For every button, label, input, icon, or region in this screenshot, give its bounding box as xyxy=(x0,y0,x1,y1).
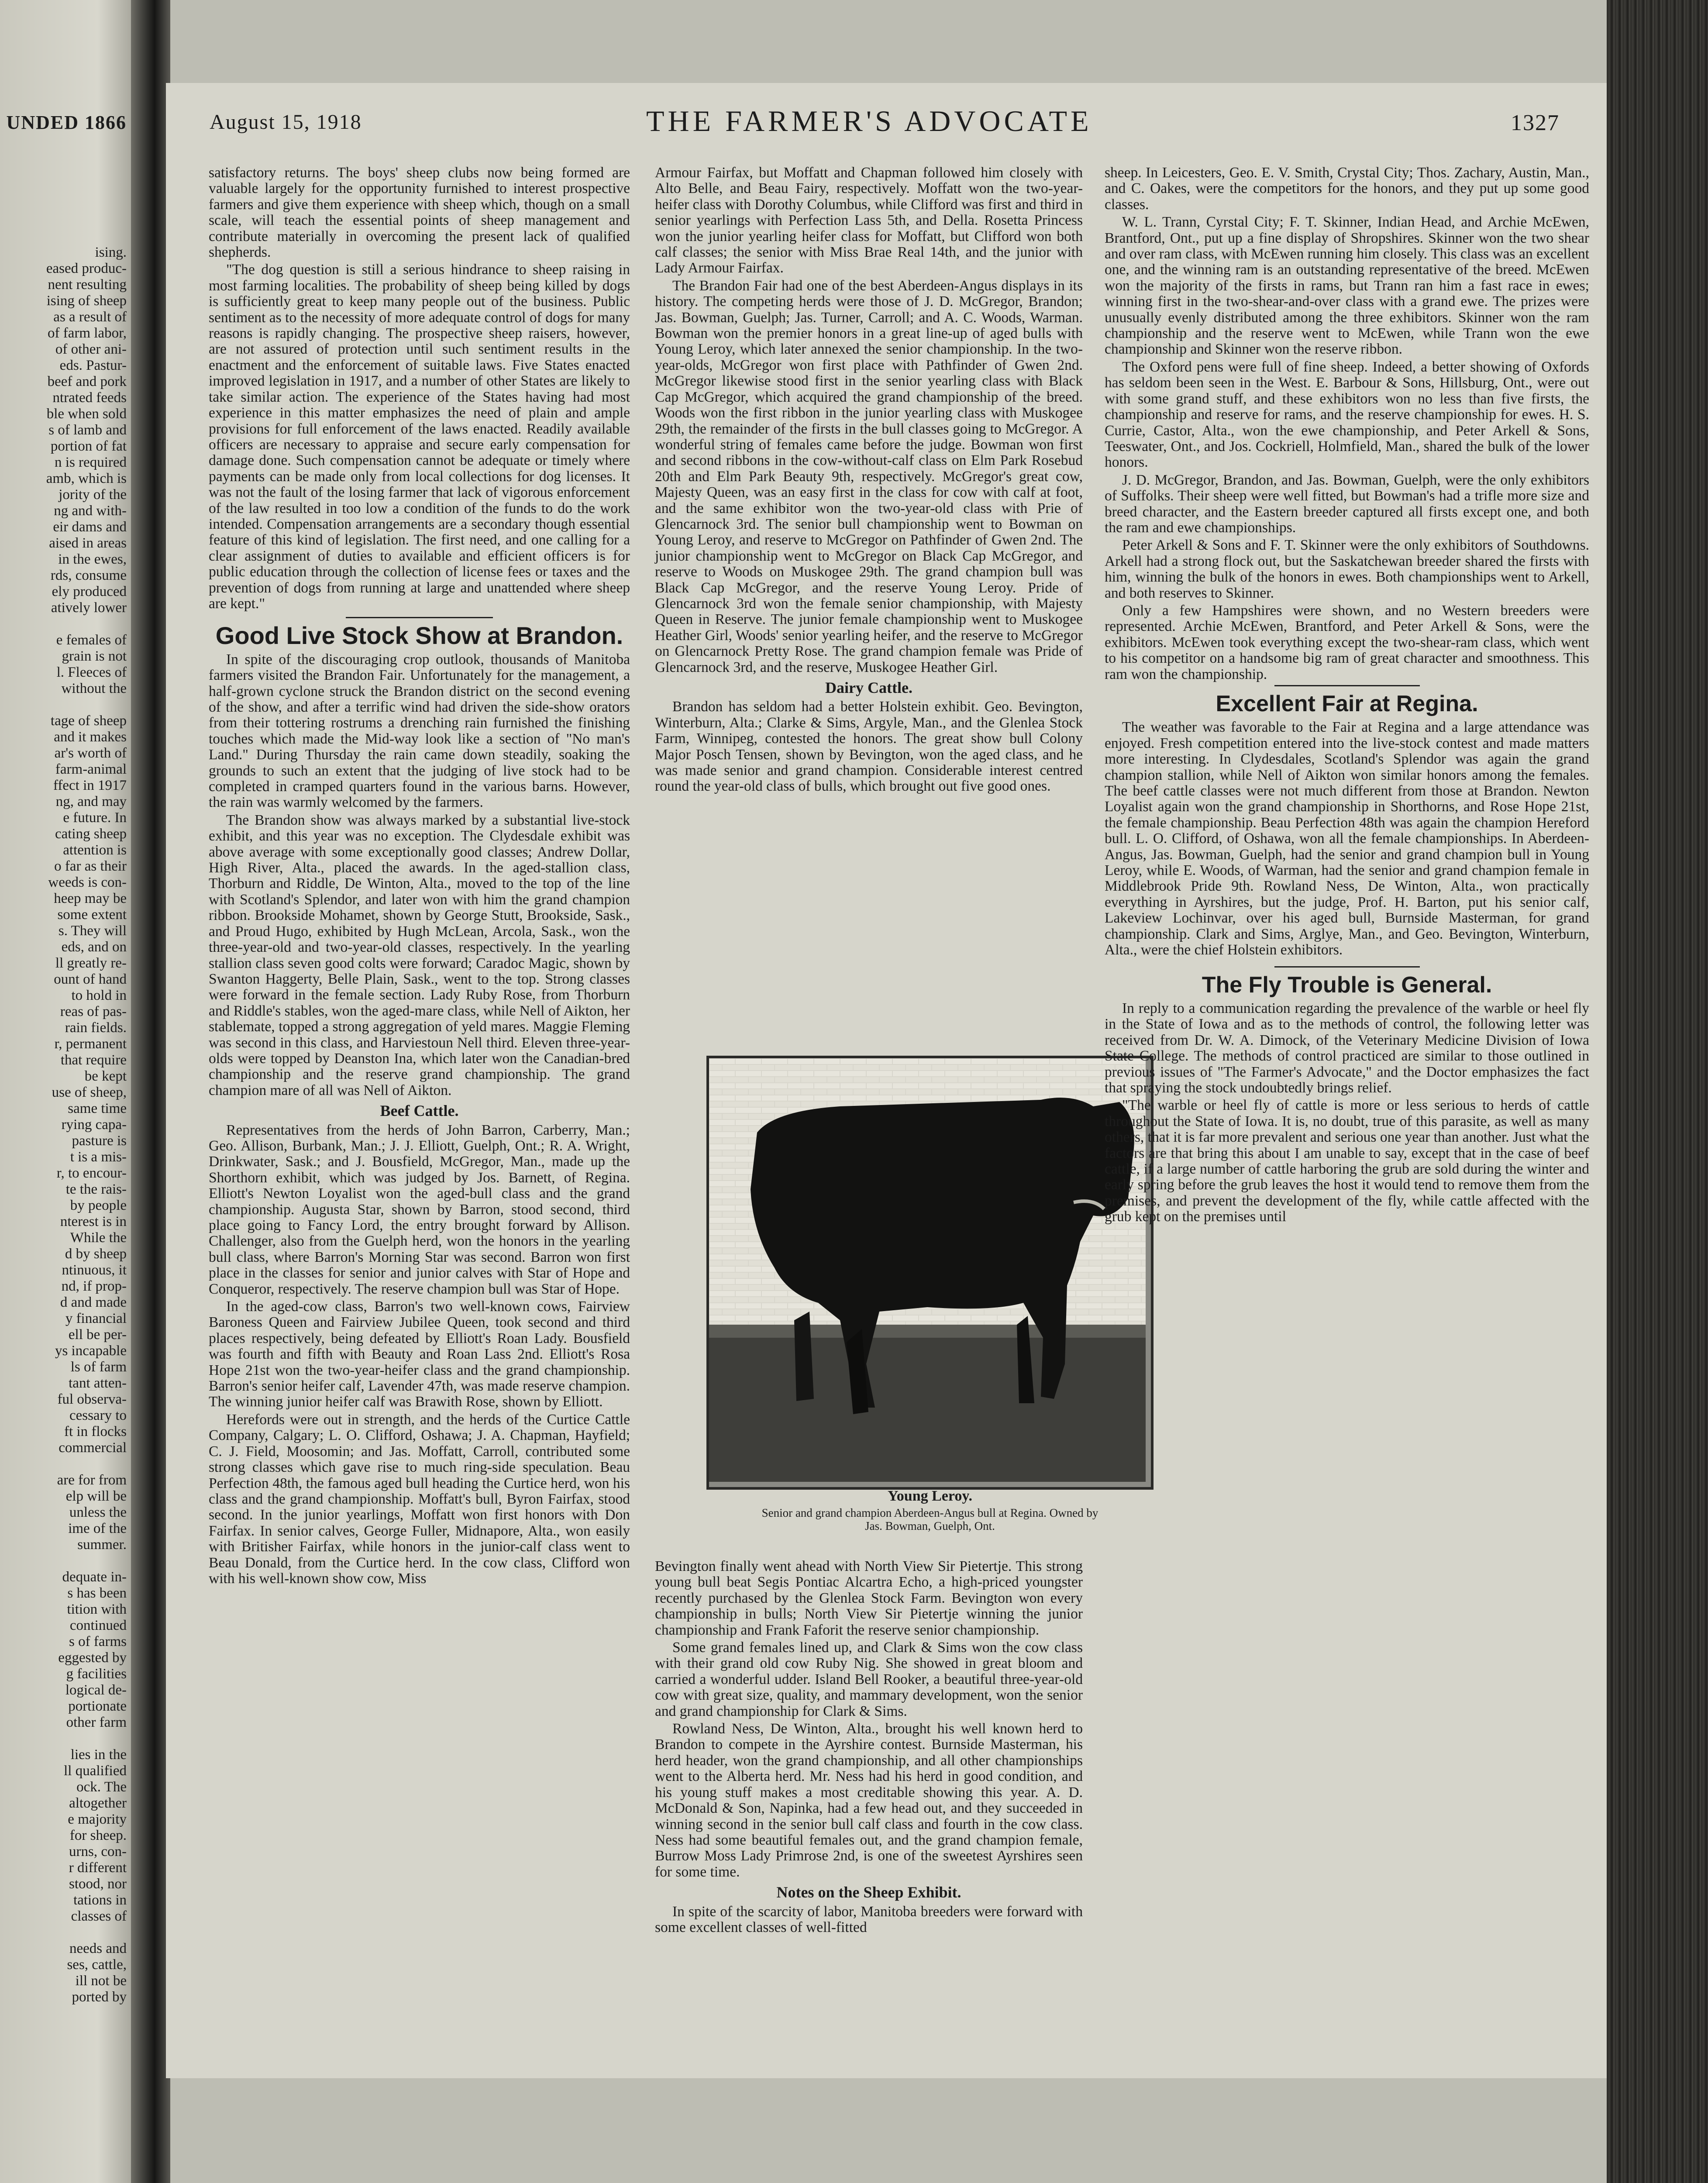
facing-page-line: ses, cattle, xyxy=(67,1957,127,1973)
facing-page-line: ime of the xyxy=(68,1521,127,1536)
facing-page-line: ell be per- xyxy=(68,1327,127,1343)
facing-page-line: without the xyxy=(61,681,127,696)
facing-page-line: farm-animal xyxy=(55,761,127,777)
paragraph: Herefords were out in strength, and the herds of the Curtice Cattle Company, Calgary; L. O. Clifford, Oshawa; J. A. Chapman, Hayfield; C. J. Field, Moosomin; and Jas. Moffatt, Carroll, contributed some strong classes which gave rise to much ring-side speculation. Beau Perfection 48th, the famous aged bull heading the Curtice herd, won his class and the grand championship. Moffatt's bull, Byron Fairfax, stood second. In the junior yearlings, Moffatt won first honors with Don Fairfax. In senior calves, George Fuller, Midnapore, Alta., won easily with Britisher Fairfax, while honors in the junior-calf class went to Beau Donald, from the Curtice herd. In the cow class, Clifford won with his well-known show cow, Miss xyxy=(209,1411,630,1587)
section-rule xyxy=(1274,966,1420,968)
facing-page-line: continued xyxy=(69,1618,127,1633)
facing-page-line: amb, which is xyxy=(46,471,127,486)
facing-page-line: tage of sheep xyxy=(50,713,127,729)
facing-page-line: ful observa- xyxy=(57,1391,127,1407)
facing-page-line: portion of fat xyxy=(50,438,127,454)
facing-page-line: e majority xyxy=(68,1811,127,1827)
book-gutter xyxy=(131,0,170,2183)
facing-page-line: s has been xyxy=(67,1585,127,1601)
paragraph: The weather was favorable to the Fair at Regina and a large attendance was enjoyed. Fresh competition entered into the live-stock contest and made matters more interesting. In Clydesdales, Scotland's Splendor was again the grand champion stallion, while Nell of Aikton won similar honors among the females. The beef cattle classes were not much different from those at Brandon. Newton Loyalist again won the grand championship in Shorthorns, and Rose Hope 21st, the female championship. Beau Perfection 48th was again the champion Hereford bull. L. O. Clifford, of Oshawa, won all the female championships. In Aberdeen-Angus, Jas. Bowman, Guelph, had the senior and grand champion bull in Young Leroy, while E. Woods, of Warman, had the senior and grand champion female in Middlebrook Pride 9th. Rowland Ness, De Winton, Alta., won practically everything in Ayrshires, but the judge, Prof. H. Barton, put his senior calf, Lakeview Lochinvar, over his aged bull, Burnside Masterman, for grand championship. Clark and Sims, Arglye, Man., and Geo. Bevington, Winterburn, Alta., were the chief Holstein exhibitors. xyxy=(1105,719,1589,958)
facing-page-line: classes of xyxy=(71,1908,127,1924)
facing-page-line: stood, nor xyxy=(69,1876,127,1892)
facing-page-line: other farm xyxy=(66,1715,127,1730)
paragraph: Peter Arkell & Sons and F. T. Skinner were the only exhibitors of Southdowns. Arkell had a strong flock out, but the Saskatchewan breeder shared the firsts with him, winning the bulk of the honors in ewes. Both championships went to Arkell, and both reserves to Skinner. xyxy=(1105,537,1589,601)
paragraph: Armour Fairfax, but Moffatt and Chapman followed him closely with Alto Belle, and Beau Fairy, respectively. Moffatt won the two-year-heifer class with Dorothy Columbus, while Clifford was first and third in senior yearlings with Perfection Lass 5th, and Della. Rosetta Princess won the junior yearling heifer class for Moffatt, but Clifford won both calf classes; the senior with Miss Brae Real 14th, and the junior with Lady Armour Fairfax. xyxy=(655,165,1083,276)
facing-page-line: s. They will xyxy=(58,923,127,939)
facing-page-line: ported by xyxy=(72,1989,127,2005)
facing-page-line: as a result of xyxy=(53,309,127,325)
facing-page-line: t is a mis- xyxy=(70,1149,127,1165)
facing-page-line xyxy=(0,1456,127,1472)
facing-page-line: be kept xyxy=(84,1068,127,1084)
facing-page-line: eggested by xyxy=(58,1650,127,1666)
facing-page-line: and it makes xyxy=(54,729,127,745)
facing-page-line: rying capa- xyxy=(61,1117,127,1133)
facing-page-line xyxy=(0,1925,127,1941)
facing-page-line: some extent xyxy=(57,907,127,923)
facing-page-line: e females of xyxy=(56,632,127,648)
column-2-lower xyxy=(655,1559,1083,2083)
facing-page-line: While the xyxy=(70,1230,127,1246)
article-heading-brandon: Good Live Stock Show at Brandon. xyxy=(215,622,623,650)
facing-page-line: ng and with- xyxy=(54,503,127,519)
facing-page-line: grain is not xyxy=(62,648,127,664)
facing-page-line: rain fields. xyxy=(65,1020,127,1036)
paragraph: J. D. McGregor, Brandon, and Jas. Bowman, Guelph, were the only exhibitors of Suffolks. Their sheep were well fitted, but Bowman's had a trifle more size and breed character, and the Eastern breeder captured all firsts except one, and both the ram and ewe championships. xyxy=(1105,472,1589,536)
paragraph: Only a few Hampshires were shown, and no Western breeders were represented. Archie McEwen, Brantford, and Peter Arkell & Sons, were the exhibitors. McEwen took everything except the two-shear-ram class, which went to his competitor on a handsome big ram of great character and smoothness. This ram won the championship. xyxy=(1105,602,1589,682)
column-3 xyxy=(1105,165,1589,2042)
paragraph: "The warble or heel fly of cattle is more or less serious to herds of cattle throughout the State of Iowa. It is, no doubt, true of this parasite, as well as many others, that it is far more prevalent and serious one year than another. Just what the factors are that bring this about I am unable to say, except that in the case of beef cattle, if a large number of cattle harboring the grub are sold during the winter and early spring before the grub leaves the host it would tend to remove them from the premises, and prevent the development of the fly, while cattle affected with the grub kept on the premises until xyxy=(1105,1097,1589,1225)
paragraph: In reply to a communication regarding the prevalence of the warble or heel fly in the State of Iowa and as to the methods of control, the following letter was received from Dr. W. A. Dimock, of the Veterinary Medicine Division of Iowa State College. The methods of control practiced are similar to those outlined in previous issues of "The Farmer's Advocate," and the Doctor emphasizes the fact that spraying the stock undoubtedly brings relief. xyxy=(1105,1000,1589,1096)
facing-page-line: cessary to xyxy=(69,1408,127,1423)
facing-page-line: ely produced xyxy=(52,584,127,599)
paragraph: satisfactory returns. The boys' sheep clubs now being formed are valuable largely for the opportunity furnished to interest prospective farmers and give them experience with sheep which, though on a small scale, will teach the essential points of sheep management and contribute materially in overcoming the present lack of qualified shepherds. xyxy=(209,165,630,261)
facing-page-line xyxy=(0,1553,127,1569)
subheading-dairy-cattle: Dairy Cattle. xyxy=(825,679,913,696)
facing-page-line: needs and xyxy=(69,1941,127,1956)
facing-page-line: beef and pork xyxy=(47,374,127,389)
facing-page-line: cating sheep xyxy=(55,826,127,842)
facing-page-line: lies in the xyxy=(70,1747,127,1763)
facing-page-line: d by sheep xyxy=(65,1246,127,1262)
facing-page-line: r, permanent xyxy=(54,1036,127,1052)
facing-page-line: logical de- xyxy=(65,1682,127,1698)
facing-page-line: tant atten- xyxy=(69,1375,127,1391)
photo-title: Young Leroy. xyxy=(888,1488,972,1504)
paragraph: Bevington finally went ahead with North View Sir Pietertje. This strong young bull beat Segis Pontiac Alcartra Echo, a high-priced youngster recently purchased by the Glenlea Stock Farm. Bevington won every championship in bulls; North View Sir Pietertje winning the junior championship and Frank Faforit the reserve senior championship. xyxy=(655,1558,1083,1638)
facing-page-line: ll qualified xyxy=(64,1763,127,1779)
photo-caption-line-1: Senior and grand champion Aberdeen-Angus bull at Regina. Owned by xyxy=(761,1506,1098,1519)
paragraph: In spite of the scarcity of labor, Manitoba breeders were forward with some excellent classes of well-fitted xyxy=(655,1903,1083,1935)
paragraph: "The dog question is still a serious hindrance to sheep raising in most farming localities. The probability of sheep being killed by dogs is sufficiently great to keep many people out of the business. Public sentiment as to the necessity of more adequate control of dogs for many reasons is rapidly changing. The prospective sheep raisers, however, are not assured of protection until such sentiment results in the enactment and the enforcement of suitable laws. Five States enacted improved legislation in 1917, and a number of other States are likely to take similar action. The experience of the States having had most experience in this matter emphasizes the need of plain and ample provisions for full enforcement of the laws enacted. Readily available officers are necessary to appraise and secure early compensation for damage done. Such compensation cannot be adequate or timely where payments can be made only from local collections for dog licenses. It was not the fault of the losing farmer that lack of vigorous enforcement of the law resulted in too low a condition of the funds to do the work intended. Compensation arrangements are a secondary though essential feature of this kind of legislation. The first need, and one calling for a clear assignment of duties to available and efficient officers is for public education through the collection of license fees or taxes and the prevention of dogs from running at large and unattended where sheep are kept." xyxy=(209,262,630,612)
facing-page-line: n is required xyxy=(55,455,127,470)
facing-page-line: reas of pas- xyxy=(60,1004,127,1019)
facing-page-line: e future. In xyxy=(63,810,127,826)
book-edge xyxy=(1607,0,1708,2183)
column-1 xyxy=(209,165,630,2042)
facing-page-line xyxy=(0,697,127,713)
facing-page-line: use of sheep, xyxy=(52,1085,127,1100)
issue-date: August 15, 1918 xyxy=(210,110,362,134)
facing-page-line: ising of sheep xyxy=(46,293,127,309)
facing-page-fragment xyxy=(0,0,140,2183)
facing-page-line: commercial xyxy=(59,1440,127,1456)
facing-page-line: ng, and may xyxy=(55,794,127,809)
paragraph: The Oxford pens were full of fine sheep. Indeed, a better showing of Oxfords has seldom been seen in the West. E. Barbour & Sons, Hillsburg, Ont., were out with some grand stuff, and these exhibitors won no less than five firsts, the championship and reserve for rams, and the reserve championship for ewes. H. S. Currie, Castor, Alta., won the ewe championship, and Peter Arkell & Sons, Teeswater, Ont., and Jos. Cockriell, Holmfield, Man., shared the bulk of the lower honors. xyxy=(1105,358,1589,471)
paragraph: sheep. In Leicesters, Geo. E. V. Smith, Crystal City; Thos. Zachary, Austin, Man., and C. Oakes, were the competitors for the honors, and they put up some good classes. xyxy=(1105,165,1589,213)
facing-page-line: same time xyxy=(68,1101,127,1116)
facing-page-line: to hold in xyxy=(71,988,127,1003)
facing-page-line: tations in xyxy=(73,1892,127,1908)
facing-page-line: heep may be xyxy=(54,891,127,906)
article-heading-fly-trouble: The Fly Trouble is General. xyxy=(1202,972,1492,998)
facing-page-line: elp will be xyxy=(65,1488,127,1504)
facing-page-line xyxy=(0,1731,127,1747)
facing-page-line: of farm labor, xyxy=(47,325,127,341)
facing-page-line: for sheep. xyxy=(69,1828,127,1843)
facing-page-line: urns, con- xyxy=(69,1844,127,1859)
masthead: THE FARMER'S ADVOCATE xyxy=(646,104,1092,138)
facing-page-line: y financial xyxy=(65,1311,127,1326)
facing-page-line: ll greatly re- xyxy=(55,955,127,971)
facing-page-line: weeds is con- xyxy=(48,875,127,890)
paragraph: Rowland Ness, De Winton, Alta., brought his well known herd to Brandon to compete in the Ayrshire contest. Burnside Masterman, his herd header, won the grand championship, and all other championships went to the Alberta herd. Mr. Ness had his herd in good condition, and his young stuff makes a most creditable showing this year. A. D. McDonald & Son, Napinka, had a few head out, and they succeeded in winning second in the senior bull calf class and fourth in the cow class. Ness had some beautiful females out, and the grand champion female, Burrow Moss Lady Primrose 2nd, is one of the sweetest Ayrshires seen for some time. xyxy=(655,1721,1083,1880)
facing-page-line: by people xyxy=(70,1198,127,1213)
facing-page-line: tition with xyxy=(67,1601,127,1617)
facing-page-line: ount of hand xyxy=(54,971,127,987)
section-rule xyxy=(346,617,493,618)
paragraph: The Brandon Fair had one of the best Aberdeen-Angus displays in its history. The competing herds were those of J. D. McGregor, Brandon; Jas. Bowman, Guelph; Jas. Turner, Carroll; and A. C. Woods, Warman. Bowman won the premier honors in a great line-up of aged bulls with Young Leroy, which later annexed the senior championship. In the two-year-olds, McGregor won first place with Pathfinder of Gwen 2nd. McGregor likewise stood first in the senior yearling class with Black Cap McGregor, which acquired the grand championship of the breed. Woods won the first ribbon in the junior yearling class with Muskogee 29th, the remainder of the firsts in the bull classes going to McGregor. A wonderful string of females came before the judge. Bowman won first and second ribbons in the cow-without-calf class on Elm Park Rosebud 20th and Elm Park Beauty 9th, respectively. McGregor's great cow, Majesty Queen, was an easy first in the class for cow with calf at foot, and the same exhibitor won the two-year-old class with Prie of Glencarnock 3rd. The senior bull championship went to Bowman on Young Leroy, and reserve to McGregor on Pathfinder of Gwen 2nd. The junior championship went to McGregor on Black Cap McGregor, and reserve to Woods on Muskogee 29th. The grand champion bull was Black Cap McGregor, and the reserve Young Leroy. Pride of Glencarnock 3rd won the female senior championship, with Majesty Queen in Reserve. The junior female championship went to Muskogee Heather Girl, Woods' senior yearling heifer, and the reserve to McGregor on Glencarnock Pretty Rose. The grand champion female was Pride of Glencarnock 3rd, and the reserve, Muskogee Heather Girl. xyxy=(655,277,1083,675)
facing-page-line: te the rais- xyxy=(65,1181,127,1197)
photo-caption xyxy=(706,1506,1154,1532)
facing-page-line: ft in flocks xyxy=(64,1424,127,1439)
section-rule xyxy=(1274,685,1420,686)
facing-page-line: g facilities xyxy=(66,1666,127,1682)
facing-page-line: pasture is xyxy=(72,1133,127,1149)
facing-page-line: jority of the xyxy=(59,487,127,503)
facing-page-line: nterest is in xyxy=(60,1214,127,1229)
facing-page-line: r different xyxy=(69,1860,127,1876)
facing-page-line: s of farms xyxy=(69,1634,127,1649)
paragraph: In spite of the discouraging crop outlook, thousands of Manitoba farmers visited the Brandon Fair. Unfortunately for the management, a half-grown cyclone struck the Brandon district on the second evening of the show, and after a terrific wind had driven the side-show orators from their tottering rostrums a drenching rain furnished the finishing touches which made the Mid-way look like a section of "No man's Land." During Thursday the rain came down steadily, soaking the grounds to such an extent that the judging of live stock had to be completed in cramped quarters found in the various barns. However, the rain was warmly welcomed by the farmers. xyxy=(209,651,630,811)
facing-page-line: nent resulting xyxy=(48,277,127,293)
facing-page-line: s of lamb and xyxy=(48,422,127,438)
facing-page-line: l. Fleeces of xyxy=(56,665,127,680)
facing-page-line: ar's worth of xyxy=(54,745,127,761)
facing-page-text xyxy=(0,244,127,2005)
facing-page-line: ffect in 1917 xyxy=(53,778,127,793)
facing-page-line: r, to encour- xyxy=(56,1165,127,1181)
facing-page-line: in the ewes, xyxy=(58,551,127,567)
facing-page-line: eds, and on xyxy=(61,939,127,955)
article-heading-regina: Excellent Fair at Regina. xyxy=(1216,691,1478,716)
facing-page-line: eds. Pastur- xyxy=(59,358,127,373)
facing-page-line: eir dams and xyxy=(53,519,127,535)
facing-page-line: are for from xyxy=(57,1472,127,1488)
facing-page-line: altogether xyxy=(69,1795,127,1811)
page-number: 1327 xyxy=(1511,110,1560,135)
facing-page-line: portionate xyxy=(68,1698,127,1714)
facing-page-line: ock. The xyxy=(76,1779,127,1795)
paragraph: Representatives from the herds of John Barron, Carberry, Man.; Geo. Allison, Burbank, Man.; J. J. Elliott, Guelph, Ont.; R. A. Wright, Drinkwater, Sask.; and J. Bousfield, McGregor, Man., made up the Shorthorn exhibit, which was judged by Jos. Barnett, of Regina. Elliott's Newton Loyalist won the aged-bull class and the grand championship. Augusta Star, shown by Barron, stood second, third place going to Fancy Lord, the entry brought forward by Allison. Challenger, also from the Guelph herd, won the honors in the yearling bull class, where Barron's Morning Star was second. Barron won first place in the classes for senior and junior calves with Star of Hope and Conqueror, respectively. The reserve champion bull was Star of Hope. xyxy=(209,1122,630,1297)
paragraph: Some grand females lined up, and Clark & Sims won the cow class with their grand old cow Ruby Nig. She showed in great bloom and carried a wonderful udder. Island Bell Rooker, a beautiful three-year-old cow with great size, quality, and mammary development, won the senior and grand championship for Clark & Sims. xyxy=(655,1639,1083,1719)
facing-page-line: summer. xyxy=(77,1537,127,1553)
paragraph: The Brandon show was always marked by a substantial live-stock exhibit, and this year was no exception. The Clydesdale exhibit was above average with some exceptionally good classes; Andrew Dollar, High River, Alta., placed the awards. In the aged-stallion class, Thorburn and Riddle, De Winton, Alta., moved to the top of the line with Scotland's Splendor, and later won with him the grand champion ribbon. Brookside Mohamet, shown by George Stutt, Brookside, Sask., and Proud Hugo, exhibited by Hugh McLean, Arcola, Sask., won the three-year-old and two-year-old classes, respectively. In the yearling stallion class seven good colts were forward; Caradoc Magic, shown by Swanton Haggerty, Belle Plain, Sask., went to the top. Strong classes were forward in the female section. Lady Ruby Rose, from Thorburn and Riddle's stables, won the aged-mare class, while Nell of Aikton, her stablemate, topped a strong aggregation of yeld mares. Maggie Fleming was second in this class, and Harviestoun Nell third. Eleven three-year-olds were topped by Deanston Ina, which later won the Canadian-bred championship and the reserve grand championship. The grand champion mare of all was Nell of Aikton. xyxy=(209,812,630,1098)
bull-photograph xyxy=(709,1058,1146,1482)
paragraph: In the aged-cow class, Barron's two well-known cows, Fairview Baroness Queen and Fairview Jubilee Queen, took second and third places respectively, being defeated by Elliott's Roan Lady. Bousfield was fourth and fifth with Beauty and Roan Lass 2nd. Elliott's Rosa Hope 21st won the two-year-heifer class and the grand championship. Barron's senior heifer calf, Lavender 47th, was made reserve champion. The winning junior heifer calf was Brawith Rose, shown by Elliott. xyxy=(209,1298,630,1410)
facing-page-line xyxy=(0,616,127,632)
subheading-beef-cattle: Beef Cattle. xyxy=(380,1102,459,1120)
facing-page-line: that require xyxy=(60,1052,127,1068)
facing-page-line: ising. xyxy=(95,244,127,260)
facing-page-line: ntrated feeds xyxy=(52,390,127,406)
facing-page-line: attention is xyxy=(63,842,127,858)
facing-page-line: dequate in- xyxy=(62,1569,127,1585)
facing-page-line: o far as their xyxy=(54,858,127,874)
facing-page-line: eased produc- xyxy=(46,261,127,276)
paragraph: W. L. Trann, Cyrstal City; F. T. Skinner, Indian Head, and Archie McEwen, Brantford, Ont., put up a fine display of Shropshires. Skinner won the two shear and over ram class, with McEwen running him closely. This class was an excellent one, and the winning ram is an outstanding representative of the breed. McEwen won the majority of the firsts in rams, but Trann ran him a fast race in ewes; winning first in the two-shear-and-over class with a grand ewe. The prizes were unusually evenly distributed among the three exhibitors. Skinner won the ram championship and the reserve went to McEwen, while Trann won the ewe championship and Skinner won the reserve ribbon. xyxy=(1105,214,1589,358)
facing-page-line: ys incapable xyxy=(55,1343,127,1359)
facing-page-line: ill not be xyxy=(75,1973,127,1989)
facing-page-line: aised in areas xyxy=(49,535,127,551)
photo-caption-line-2: Jas. Bowman, Guelph, Ont. xyxy=(865,1519,995,1532)
facing-page-line: ble when sold xyxy=(46,406,127,422)
paragraph: Brandon has seldom had a better Holstein exhibit. Geo. Bevington, Winterburn, Alta.; Clarke & Sims, Argyle, Man., and the Glenlea Stock Farm, Winnipeg, contested the honors. The great show bull Colony Major Posch Tensen, shown by Bevington, won the aged class, and he was made senior and grand champion. Considerable interest centred round the year-old class of bulls, which brought out five good ones. xyxy=(655,699,1083,795)
subheading-sheep-notes: Notes on the Sheep Exhibit. xyxy=(776,1883,961,1901)
column-2-upper xyxy=(655,165,1083,1038)
facing-page-header: UNDED 1866 xyxy=(6,112,127,133)
facing-page-line: nd, if prop- xyxy=(61,1278,127,1294)
facing-page-line: ntinuous, it xyxy=(62,1262,127,1278)
facing-page-line: ls of farm xyxy=(70,1359,127,1375)
facing-page-line: of other ani- xyxy=(55,341,127,357)
facing-page-line: atively lower xyxy=(51,600,127,616)
facing-page-line: unless the xyxy=(69,1505,127,1520)
facing-page-line: rds, consume xyxy=(50,568,127,583)
facing-page-line: d and made xyxy=(60,1295,127,1310)
photo-young-leroy xyxy=(706,1056,1154,1490)
